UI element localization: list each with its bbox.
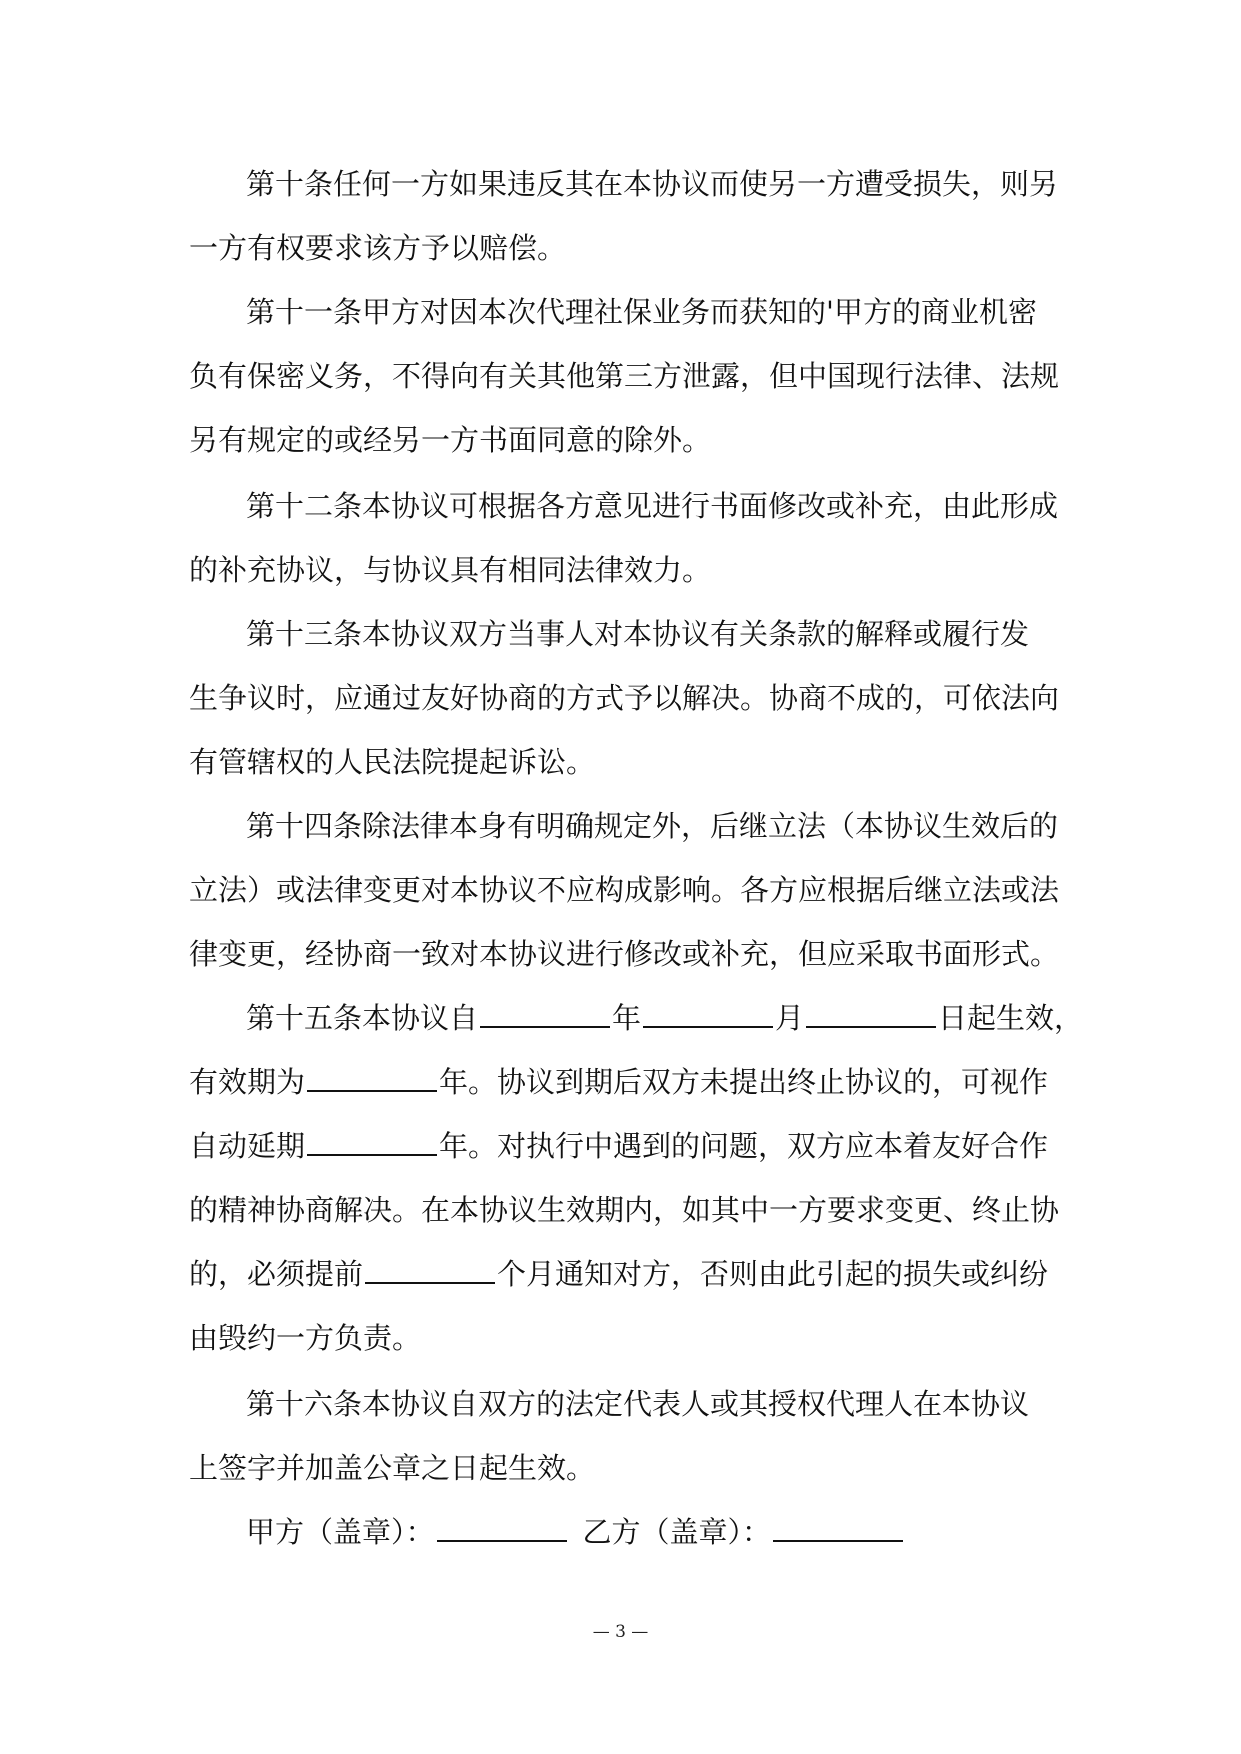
article-15-line-3 (0, 1127, 1241, 1165)
article-13-line-3: 有管辖权的人民法院提起诉讼。 (189, 745, 596, 779)
article-11-line-3: 另有规定的或经另一方书面同意的除外。 (189, 423, 712, 457)
article-12-line-1: 第十二条本协议可根据各方意见进行书面修改或补充，由此形成 (246, 489, 1059, 523)
article-11-line-1: 第十一条甲方对因本次代理社保业务而获知的'甲方的商业机密 (246, 295, 1037, 329)
page-number: — 3 — (592, 1622, 649, 1642)
article-15-line-4: 的精神协商解决。在本协议生效期内，如其中一方要求变更、终止协 (189, 1193, 1060, 1227)
start-day-blank[interactable] (806, 1000, 936, 1028)
article-15-text-d: 日起生效， (938, 1001, 1084, 1035)
extension-years-blank[interactable] (307, 1128, 437, 1156)
article-15-text-i: 的，必须提前 (189, 1257, 364, 1291)
article-15-text-g: 自动延期 (189, 1129, 306, 1163)
party-a-label: 甲方（盖章）： (246, 1515, 435, 1549)
start-month-blank[interactable] (643, 1000, 773, 1028)
article-15-text-e: 有效期为 (189, 1065, 306, 1099)
article-13-line-2: 生争议时，应通过友好协商的方式予以解决。协商不成的，可依法向 (189, 681, 1060, 715)
party-a-seal-blank[interactable] (437, 1514, 567, 1542)
article-12-line-2: 的补充协议，与协议具有相同法律效力。 (189, 553, 712, 587)
article-16-line-2: 上签字并加盖公章之日起生效。 (189, 1451, 596, 1485)
article-15-line-6: 由毁约一方负责。 (189, 1321, 422, 1355)
article-14-line-1: 第十四条除法律本身有明确规定外，后继立法（本协议生效后的 (246, 809, 1059, 843)
article-10-line-2: 一方有权要求该方予以赔偿。 (189, 231, 567, 265)
article-10-line-1: 第十条任何一方如果违反其在本协议而使另一方遭受损失，则另 (246, 167, 1059, 201)
article-11-line-2: 负有保密义务，不得向有关其他第三方泄露，但中国现行法律、法规 (189, 359, 1060, 393)
article-15-line-5 (0, 1255, 1241, 1293)
start-year-blank[interactable] (480, 1000, 610, 1028)
article-16-line-1: 第十六条本协议自双方的法定代表人或其授权代理人在本协议 (246, 1387, 1030, 1421)
party-b-label: 乙方（盖章）： (582, 1515, 772, 1549)
article-15-line-2 (0, 1063, 1241, 1101)
article-15-text-a: 第十五条本协议自 (246, 1001, 479, 1035)
article-15-text-f: 年。协议到期后双方未提出终止协议的，可视作 (439, 1065, 1049, 1099)
party-b-seal-blank[interactable] (773, 1514, 903, 1542)
article-15-text-b: 年 (612, 1001, 642, 1035)
article-14-line-3: 律变更，经协商一致对本协议进行修改或补充，但应采取书面形式。 (189, 937, 1060, 971)
article-14-line-2: 立法）或法律变更对本协议不应构成影响。各方应根据后继立法或法 (189, 873, 1060, 907)
validity-years-blank[interactable] (307, 1064, 437, 1092)
article-15-text-h: 年。对执行中遇到的问题，双方应本着友好合作 (439, 1129, 1049, 1163)
article-13-line-1: 第十三条本协议双方当事人对本协议有关条款的解释或履行发 (246, 617, 1030, 651)
signature-line (0, 1513, 1241, 1551)
article-15-text-j: 个月通知对方，否则由此引起的损失或纠纷 (497, 1257, 1049, 1291)
article-15-text-c: 月 (775, 1001, 805, 1035)
article-15-line-1 (0, 999, 1241, 1037)
notice-months-blank[interactable] (365, 1256, 495, 1284)
